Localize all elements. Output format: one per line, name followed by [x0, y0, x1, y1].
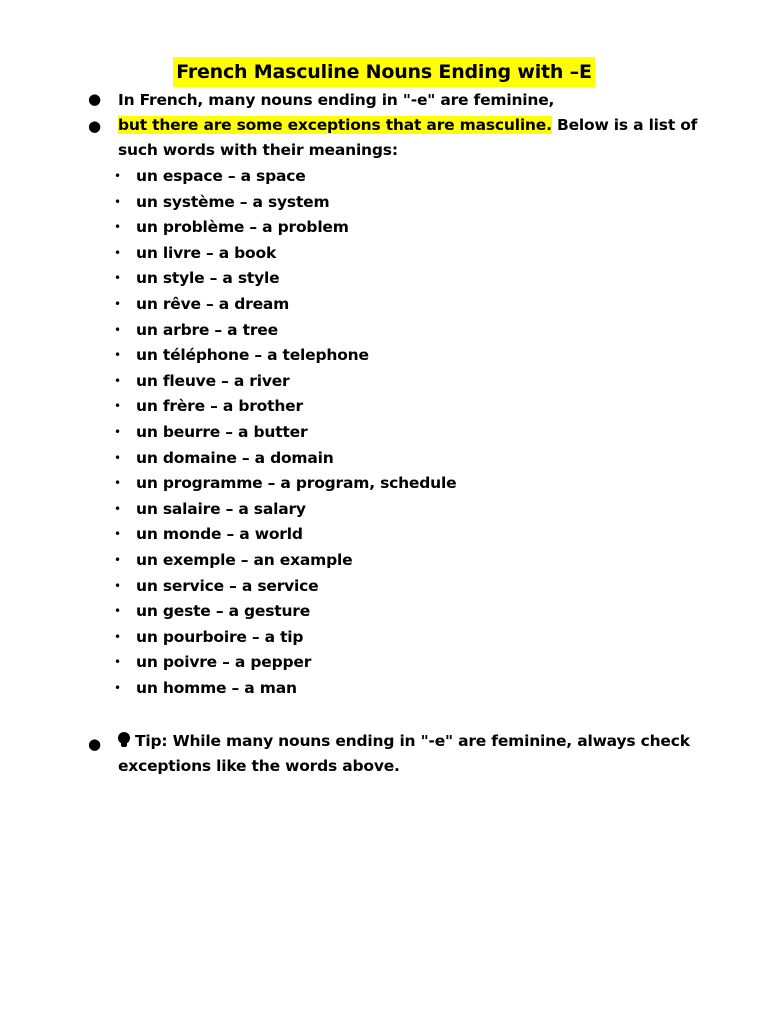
bullet-marker: ●: [88, 90, 102, 108]
sub-bullet-marker: •: [114, 322, 122, 337]
list-item: [0, 318, 768, 344]
word-entry: un frère – a brother: [136, 397, 303, 416]
word-entry: un espace – a space: [136, 167, 306, 185]
sub-bullet-marker: •: [114, 476, 122, 491]
sub-bullet-marker: •: [114, 245, 122, 260]
sub-bullet-marker: •: [114, 552, 122, 567]
list-item: [0, 522, 768, 548]
word-entry: un poivre – a pepper: [136, 653, 312, 672]
list-item: [0, 420, 768, 446]
sub-bullet-marker: •: [114, 169, 122, 183]
bullet-marker: ●: [88, 117, 102, 135]
sub-bullet-marker: •: [114, 271, 122, 286]
list-item: [0, 625, 768, 651]
tip-paragraph: [118, 729, 718, 779]
sub-bullet-marker: •: [114, 348, 122, 363]
word-entry: un service – a service: [136, 576, 319, 595]
word-entry: un salaire – a salary: [136, 499, 306, 518]
word-entry: un système – a system: [136, 192, 330, 211]
word-entry: un problème – a problem: [136, 218, 349, 237]
sub-bullet-marker: •: [114, 194, 122, 209]
sub-bullet-marker: •: [114, 680, 122, 695]
list-item: [0, 676, 768, 702]
list-item: [0, 574, 768, 600]
intro-line: In French, many nouns ending in "-e" are feminine,: [118, 91, 555, 109]
sub-bullet-marker: •: [114, 296, 122, 311]
sub-bullet-marker: •: [114, 527, 122, 542]
word-entry: un pourboire – a tip: [136, 627, 304, 646]
word-entry: un rêve – a dream: [136, 294, 290, 313]
word-entry: un domaine – a domain: [136, 448, 334, 467]
list-item: [0, 650, 768, 676]
bullet-marker: ●: [88, 735, 102, 753]
list-item: [0, 394, 768, 420]
word-entry: un téléphone – a telephone: [136, 346, 369, 365]
tip-line-2: exceptions like the words above.: [118, 757, 400, 775]
sub-bullet-marker: •: [114, 399, 122, 414]
title-container: [0, 57, 768, 87]
word-entry: un arbre – a tree: [136, 320, 278, 339]
list-item: [0, 497, 768, 523]
word-entry: un fleuve – a river: [136, 371, 290, 390]
sub-bullet-marker: •: [114, 501, 122, 516]
tip-line-1: Tip: While many nouns ending in "-e" are feminine, always check: [135, 732, 690, 750]
word-list: [0, 164, 768, 701]
list-item: [0, 215, 768, 241]
list-item: [0, 164, 768, 190]
list-item: [0, 343, 768, 369]
list-item: [0, 369, 768, 395]
list-item: [0, 190, 768, 216]
list-item: [0, 548, 768, 574]
paragraph-continuation: Below is a list of: [551, 116, 698, 134]
list-item: [0, 446, 768, 472]
word-entry: un geste – a gesture: [136, 602, 311, 621]
list-item: [0, 266, 768, 292]
sub-bullet-marker: •: [114, 578, 122, 593]
word-entry: un beurre – a butter: [136, 422, 308, 441]
page-title: French Masculine Nouns Ending with –E: [173, 57, 595, 87]
word-entry: un programme – a program, schedule: [136, 474, 457, 493]
exceptions-paragraph: [118, 113, 718, 163]
word-entry: un exemple – an example: [136, 550, 353, 569]
sub-bullet-marker: •: [114, 220, 122, 235]
sub-bullet-marker: •: [114, 629, 122, 644]
word-entry: un livre – a book: [136, 243, 277, 262]
word-entry: un monde – a world: [136, 525, 303, 544]
sub-bullet-marker: •: [114, 604, 122, 619]
sub-bullet-marker: •: [114, 373, 122, 388]
paragraph-second-line: such words with their meanings:: [118, 141, 398, 159]
highlighted-text: but there are some exceptions that are masculine.: [118, 116, 552, 134]
list-item: [0, 292, 768, 318]
word-entry: un style – a style: [136, 269, 280, 288]
sub-bullet-marker: •: [114, 424, 122, 439]
list-item: [0, 599, 768, 625]
list-item: [0, 241, 768, 267]
word-entry: un homme – a man: [136, 678, 297, 697]
sub-bullet-marker: •: [114, 450, 122, 465]
lightbulb-icon: [118, 732, 130, 749]
sub-bullet-marker: •: [114, 655, 122, 670]
list-item: [0, 471, 768, 497]
